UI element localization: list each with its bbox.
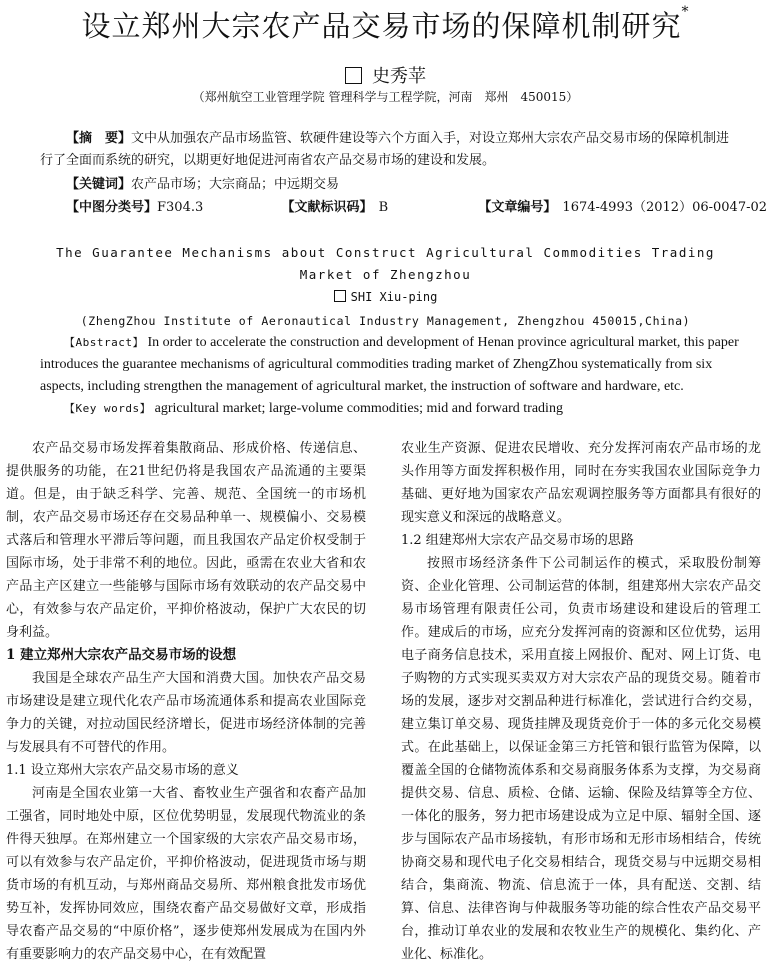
english-affiliation: (ZhengZhou Institute of Aeronautical Industry Management, Zhengzhou 450015,China) [80, 314, 691, 328]
english-keywords [40, 398, 740, 420]
english-keywords-text: agricultural market; large-volume commodities; mid and forward trading [154, 401, 563, 416]
square-icon [345, 67, 362, 84]
body-paragraph: 我国是全球农产品生产大国和消费大国。加快农产品交易市场建设是建立现代化农产品市场流通体系和提高农业国际竞争力的关键，对拉动国民经济增长，促进市场经济体制的完善与发展具有不可替代的作用。 [6, 671, 366, 755]
keywords-cn-text: 农产品市场；大宗商品；中远期交易 [131, 177, 340, 192]
subsection-heading: 1.2 组建郑州大宗农产品交易市场的思路 [401, 533, 634, 548]
affiliation: （郑州航空工业管理学院 管理科学与工程学院，河南 郑州 450015） [192, 90, 579, 104]
body-paragraph: 河南是全国农业第一大省、畜牧业生产强省和农畜产品加工强省，同时地处中原，区位优势明显，发展现代物流业的条件得天独厚。在郑州建立一个国家级的大宗农产品交易市场，可以有效参与农产品定价，平抑价格波动，促进现货市场与期货市场的有机互动，与郑州商品交易所、郑州粮食批发市场优势互补，发挥协同效应，围绕农畜产品交易做好文章，形成指导农畜产品交易的“中原价格”，逐步使郑州发展成为在国内外有重要影响力的农产品交易中心，在有效配置 [6, 786, 366, 962]
article-no-value: 1674-4993（2012）06-0047-02 [562, 200, 768, 215]
subsection-heading: 1.1 设立郑州大宗农产品交易市场的意义 [6, 763, 239, 778]
body-left-column [6, 437, 366, 966]
square-icon-small [334, 290, 346, 302]
body-paragraph: 按照市场经济条件下公司制运作的模式，采取股份制筹资、企业化管理、公司制运营的体制，组建郑州大宗农产品交易市场管理有限责任公司，负责市场建设和建设后的管理工作。建成后的市场，应充分发挥河南的资源和区位优势，运用电子商务信息技术，采用直接上网报价、配对、网上订货、电子购物的方式实现买卖双方对大宗农产品的现货交易。随着市场的发展，逐步对交割品种进行标准化，尝试进行合约交易，建立集订单交易、现货挂牌及现货竞价于一体的多元化交易模式。在此基础上，以保证金第三方托管和银行监管为保障，以覆盖全国的仓储物流体系和交易商服务体系为支撑，为交易商提供交易、信息、质检、仓储、运输、保险及结算等全方位、一体化的服务，努力把市场建设成为立足中原、辐射全国、逐步与国际农产品市场接轨，有形市场和无形市场相结合，传统协商交易和现代电子化交易相结合，现货交易与中远期交易相结合，集商流、物流、信息流于一体，具有配送、交割、结算、信息、法律咨询与仲裁服务等功能的综合性农产品交易平台，推动订单农业的发展和农牧业生产的规模化、集约化、产业化、标准化。 [401, 556, 761, 962]
clc-label: 【中图分类号】 [66, 200, 158, 215]
author-line [0, 62, 771, 88]
body-right-column [401, 437, 761, 966]
title-footnote-mark: * [681, 4, 690, 20]
abstract-cn [40, 128, 732, 172]
classification-line [40, 197, 768, 219]
clc-value: F304.3 [157, 200, 204, 215]
english-author-line [0, 290, 771, 304]
article-no-label: 【文章编号】 [478, 200, 557, 215]
doc-code-value: B [378, 200, 389, 215]
english-keywords-label: 【Key words】 [64, 402, 152, 415]
keywords-cn-label: 【关键词】 [66, 177, 132, 192]
body-paragraph: 农业生产资源、促进农民增收、充分发挥河南农产品市场的龙头作用等方面发挥积极作用，同时在夯实我国农业国际竞争力基础、更好地为国家农产品宏观调控服务等方面都具有很好的现实意义和深远的战略意义。 [401, 441, 761, 525]
paper-title: 设立郑州大宗农产品交易市场的保障机制研究* [81, 4, 690, 43]
abstract-cn-label: 【摘 要】 [66, 131, 132, 146]
english-abstract-label: 【Abstract】 [64, 336, 144, 349]
english-abstract [40, 332, 740, 420]
english-title: The Guarantee Mechanisms about Construct Agricultural Commodities Trading Market of Zhengzhou [56, 245, 715, 282]
english-author: SHI Xiu-ping [350, 290, 438, 304]
section-heading: 1 建立郑州大宗农产品交易市场的设想 [6, 647, 237, 663]
english-abstract-text: In order to accelerate the construction and development of Henan province agricultural market, this paper introduces the guarantee mechanisms of agricultural commodities trading market of ZhengZhou systematically from six aspects, including strengthen the management of agricultural market, the instruction of software and hardware, etc. [40, 335, 739, 394]
doc-code-label: 【文献标识码】 [281, 200, 373, 215]
author-name: 史秀苹 [372, 66, 426, 87]
english-abstract-body [40, 332, 740, 398]
body-paragraph: 农产品交易市场发挥着集散商品、形成价格、传递信息、提供服务的功能，在21世纪仍将是我国农产品流通的主要渠道。但是，由于缺乏科学、完善、规范、全国统一的市场机制，农产品交易市场还存在交易品种单一、规模偏小、交易模式落后和管理水平滞后等问题，而且我国农产品定价权受制于国际市场，处于非常不利的地位。因此，亟需在农业大省和农产品主产区建立一些能够与国际市场有效联动的农产品交易中心，有效参与农产品定价，平抑价格波动，保护广大农民的切身利益。 [6, 441, 366, 640]
keywords-cn [40, 174, 758, 196]
abstract-cn-text: 文中从加强农产品市场监管、软硬件建设等六个方面入手，对设立郑州大宗农产品交易市场的保障机制进行了全面而系统的研究，以期更好地促进河南省农产品交易市场的建设和发展。 [40, 131, 730, 168]
